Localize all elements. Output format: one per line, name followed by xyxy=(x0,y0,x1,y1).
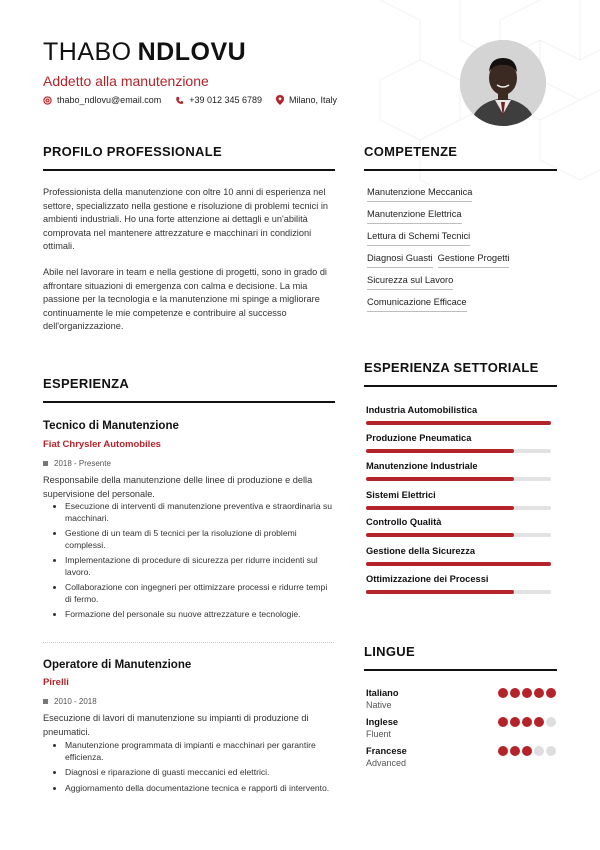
industry-bar-fill xyxy=(366,421,551,425)
rating-dot-empty xyxy=(546,746,556,756)
rating-dot-filled xyxy=(522,688,532,698)
job-bullets xyxy=(43,501,335,625)
industry-bar-track xyxy=(366,590,551,594)
industry-bar-fill xyxy=(366,449,514,453)
job-role: Addetto alla manutenzione xyxy=(43,73,209,89)
language-level: Fluent xyxy=(366,729,392,739)
list-item: Aggiornamento della documentazione tecnica e rapporti di intervento. xyxy=(43,783,335,795)
industry-item xyxy=(366,574,552,594)
industry-item xyxy=(366,517,552,537)
email-contact[interactable] xyxy=(43,95,161,105)
rating-dot-filled xyxy=(498,688,508,698)
industry-label: Gestione della Sicurezza xyxy=(366,546,476,556)
industry-bar-fill xyxy=(366,506,514,510)
skill-tag: Gestione Progetti xyxy=(438,253,510,268)
industry-bar-fill xyxy=(366,533,514,537)
list-item: Esecuzione di interventi di manutenzione preventiva e straordinaria su macchinari. xyxy=(43,501,335,524)
industry-bar-track xyxy=(366,562,551,566)
list-item: Formazione del personale su nuove attrezzature e tecnologie. xyxy=(43,609,335,621)
candidate-name xyxy=(43,38,246,67)
job-bullets xyxy=(43,740,335,798)
language-rating xyxy=(496,717,556,727)
job-dates-text: 2010 - 2018 xyxy=(54,697,97,706)
industry-bar-track xyxy=(366,421,551,425)
list-item: Implementazione di procedure di sicurezza per ridurre incidenti sul lavoro. xyxy=(43,555,335,578)
skill-tag: Diagnosi Guasti xyxy=(367,253,433,268)
location-contact xyxy=(276,95,337,105)
language-name: Francese xyxy=(366,746,407,756)
industry-item xyxy=(366,461,552,481)
location-text: Milano, Italy xyxy=(289,95,338,105)
industry-item xyxy=(366,405,552,425)
contact-line xyxy=(43,95,351,105)
language-level: Advanced xyxy=(366,758,407,768)
rating-dot-empty xyxy=(534,746,544,756)
rating-dot-filled xyxy=(510,717,520,727)
phone-contact[interactable] xyxy=(175,95,262,105)
industry-bar-track xyxy=(366,449,551,453)
phone-icon xyxy=(175,96,184,105)
industry-heading: ESPERIENZA SETTORIALE xyxy=(364,360,539,375)
rating-dot-filled xyxy=(522,746,532,756)
list-item: Diagnosi e riparazione di guasti meccanici ed elettrici. xyxy=(43,767,335,779)
skills-list xyxy=(367,187,567,319)
industry-item xyxy=(366,433,552,453)
industry-label: Sistemi Elettrici xyxy=(366,490,436,500)
industry-bar-track xyxy=(366,477,551,481)
list-item: Gestione di un team di 5 tecnici per la risoluzione di problemi complessi. xyxy=(43,528,335,551)
location-pin-icon xyxy=(276,95,284,105)
first-name: THABO xyxy=(43,38,132,66)
job-summary: Responsabile della manutenzione delle linee di produzione e della supervisione del personale. xyxy=(43,475,313,499)
email-text: thabo_ndlovu@email.com xyxy=(57,95,162,105)
languages-divider xyxy=(364,669,557,671)
profile-heading: PROFILO PROFESSIONALE xyxy=(43,144,222,159)
industry-label: Manutenzione Industriale xyxy=(366,461,478,471)
skills-heading: COMPETENZE xyxy=(364,144,458,159)
skill-tag: Manutenzione Meccanica xyxy=(367,187,472,202)
calendar-icon xyxy=(43,699,48,704)
industry-label: Produzione Pneumatica xyxy=(366,433,472,443)
industry-label: Controllo Qualità xyxy=(366,517,442,527)
rating-dot-filled xyxy=(498,746,508,756)
last-name: NDLOVU xyxy=(137,38,247,66)
at-icon xyxy=(43,96,52,105)
industry-bar-fill xyxy=(366,590,514,594)
list-item: Collaborazione con ingegneri per ottimizzare processi e ridurre tempi di fermo. xyxy=(43,582,335,605)
rating-dot-filled xyxy=(498,717,508,727)
industry-bar-track xyxy=(366,533,551,537)
rating-dot-filled xyxy=(534,717,544,727)
job-dates xyxy=(43,459,111,468)
rating-dot-filled xyxy=(510,746,520,756)
language-item xyxy=(366,688,556,710)
language-rating xyxy=(496,688,556,698)
languages-heading: LINGUE xyxy=(364,644,415,659)
industry-label: Ottimizzazione dei Processi xyxy=(366,574,489,584)
profile-photo xyxy=(460,40,546,126)
list-item: Manutenzione programmata di impianti e macchinari per garantire efficienza. xyxy=(43,740,335,763)
industry-label: Industria Automobilistica xyxy=(366,405,478,415)
job-title: Operatore di Manutenzione xyxy=(43,659,192,671)
job-title: Tecnico di Manutenzione xyxy=(43,420,179,432)
language-item xyxy=(366,746,556,768)
profile-paragraph-1: Professionista della manutenzione con oltre 10 anni di esperienza nel settore, specializzato nella gestione e risoluzione di problemi tecnici in ambienti industriali. Ho una forte attenzione ai dettagli e un'abilità comprovata nel mantenere attrezzature e macchinari in condizioni ottimali. xyxy=(43,187,328,251)
rating-dot-filled xyxy=(510,688,520,698)
phone-text: +39 012 345 6789 xyxy=(189,95,263,105)
language-rating xyxy=(496,746,556,756)
language-name: Italiano xyxy=(366,688,399,698)
industry-divider xyxy=(364,385,557,387)
industry-bar-track xyxy=(366,506,551,510)
industry-bar-fill xyxy=(366,477,514,481)
job-summary: Esecuzione di lavori di manutenzione su impianti di produzione di pneumatici. xyxy=(43,713,309,737)
language-name: Inglese xyxy=(366,717,399,727)
skill-tag: Manutenzione Elettrica xyxy=(367,209,462,224)
job-dates-text: 2018 - Presente xyxy=(54,459,111,468)
rating-dot-filled xyxy=(546,688,556,698)
experience-divider xyxy=(43,401,335,403)
profile-paragraph-2: Abile nel lavorare in team e nella gestione di progetti, sono in grado di affrontare situazioni di emergenza con calma e decisione. La mia passione per la tecnologia e la manutenzione mi spinge a migliorare continuamente le mie competenze e contribuire al successo dell'organizzazione. xyxy=(43,267,327,331)
profile-divider xyxy=(43,169,335,171)
job-dates xyxy=(43,697,97,706)
rating-dot-filled xyxy=(534,688,544,698)
language-item xyxy=(366,717,556,739)
industry-bar-fill xyxy=(366,562,551,566)
calendar-icon xyxy=(43,461,48,466)
skill-tag: Comunicazione Efficace xyxy=(367,297,467,312)
language-level: Native xyxy=(366,700,392,710)
rating-dot-empty xyxy=(546,717,556,727)
rating-dot-filled xyxy=(522,717,532,727)
industry-item xyxy=(366,546,552,566)
job-separator xyxy=(43,642,334,643)
industry-item xyxy=(366,490,552,510)
skill-tag: Lettura di Schemi Tecnici xyxy=(367,231,470,246)
skills-divider xyxy=(364,169,557,171)
skill-tag: Sicurezza sul Lavoro xyxy=(367,275,453,290)
experience-heading: ESPERIENZA xyxy=(43,376,130,391)
company-name: Fiat Chrysler Automobiles xyxy=(43,439,161,450)
company-name: Pirelli xyxy=(43,677,69,688)
